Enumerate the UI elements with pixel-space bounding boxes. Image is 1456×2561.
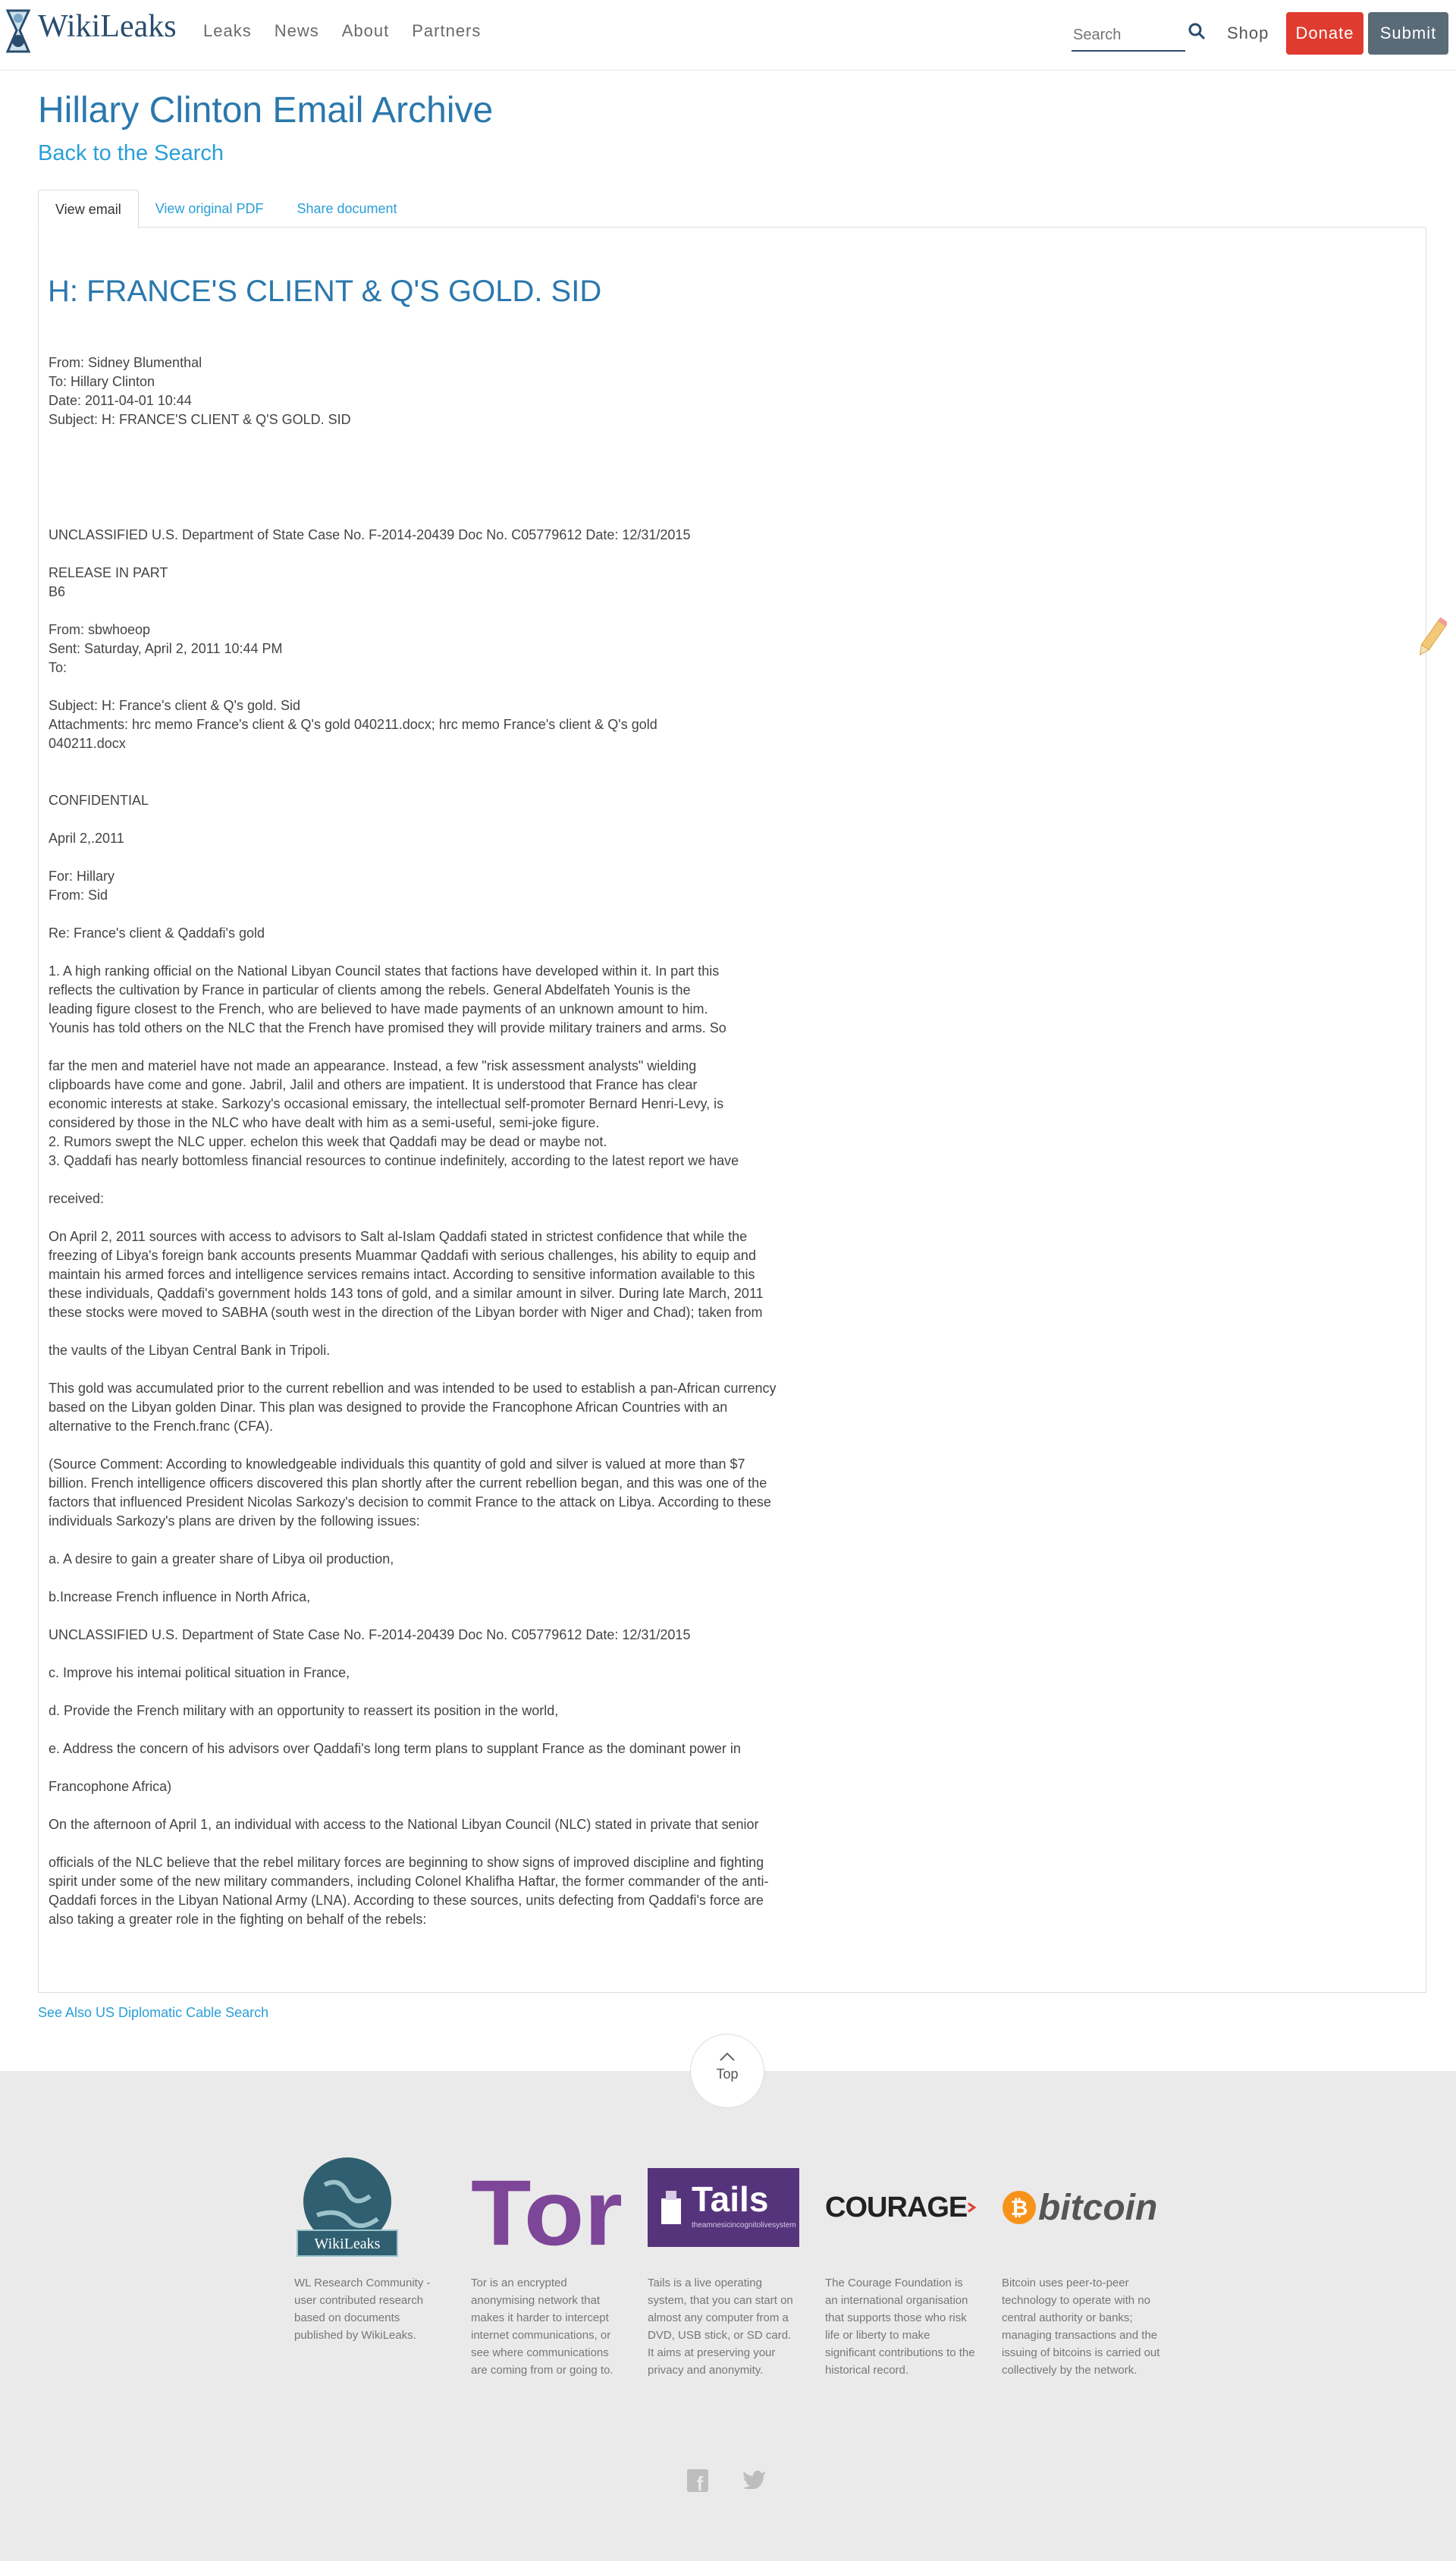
pencil-icon[interactable]: [1417, 614, 1447, 661]
archive-title: Hillary Clinton Email Archive: [38, 90, 494, 130]
email-body: UNCLASSIFIED U.S. Department of State Case No. F-2014-20439 Doc No. C05779612 Date: 12/31/2015 RELEASE IN PART B6 From: sbwhoeop Sent: Saturday, April 2, 2011 10:44 PM To: Subject: H: France's client & Q's gold. Sid Attachments: hrc memo France's client & Q's gold 040211.docx; hrc memo France's client & Q's gold 040211.docx CONFIDENTIAL April 2,.2011 For: Hillary From: Sid Re: France's client & Qaddafi's gold 1. A high ranking official on the National Libyan Council states that factions have developed within it. In part this reflects the cultivation by France in particular of clients among the rebels. General Abdelfateh Younis is the leading figure closest to the French, who are believed to have made payments of an unknown amount to him. Younis has told others on the NLC that the French have promised they will provide military trainers and arms. So far the men and materiel have not made an appearance. Instead, a few "risk assessment analysts" wielding clipboards have come and gone. Jabril, Jalil and others are impatient. It is understood that France has clear economic interests at stake. Sarkozy's occasional emissary, the intellectual self-promoter Bernard Henri-Levy, is considered by those in the NLC who have dealt with him as a semi-useful, semi-joke figure. 2. Rumors swept the NLC upper. echelon this week that Qaddafi may be dead or maybe not. 3. Qaddafi has nearly bottomless financial resources to continue indefinitely, according to the latest report we have received: On April 2, 2011 sources with access to advisors to Salt al-Islam Qaddafi stated in strictest confidence that while the freezing of Libya's foreign bank accounts presents Muammar Qaddafi with serious challenges, his ability to equip and maintain his armed forces and intelligence services remains intact. According to sensitive information available to this these individuals, Qaddafi's government holds 143 tons of gold, and a similar amount in silver. During late March, 2011 these stocks were moved to SABHA (south west in the direction of the Libyan border with Niger and Chad); taken from the vaults of the Libyan Central Bank in Tripoli. This gold was accumulated prior to the current rebellion and was intended to be used to establish a pan-African currency based on the Libyan golden Dinar. This plan was designed to provide the Francophone African Countries with an alternative to the French.franc (CFA). (Source Comment: According to knowledgeable individuals this quantity of gold and silver is valued at more than $7 billion. French intelligence officers discovered this plan shortly after the current rebellion began, and this was one of the factors that influenced President Nicolas Sarkozy's decision to commit France to the attack on Libya. According to these individuals Sarkozy's plans are driven by the following issues: a. A desire to gain a greater share of Libya oil production, b.Increase French influence in North Africa, UNCLASSIFIED U.S. Department of State Case No. F-2014-20439 Doc No. C05779612 Date: 12/31/2015 c. Improve his intemai political situation in France, d. Provide the French military with an opportunity to reassert its position in the world, e. Address the concern of his advisors over Qaddafi's long term plans to supplant France as the dominant power in Francophone Africa) On the afternoon of April 1, an individual with access to the National Libyan Council (NLC) stated in private that senior officials of the NLC believe that the rebel military forces are beginning to show signs of improved discipline and fighting spirit under some of the new military commanders, including Colonel Khalifha Haftar, the former commander of the anti- Qaddafi forces in the Libyan National Army (LNA). According to these sources, units defecting from Qaddafi's force are also taking a greater role in the fighting on behalf of the rebels:: [49, 527, 777, 1927]
tails-logo: [648, 2154, 799, 2261]
partner-tor[interactable]: [471, 2154, 623, 2379]
nav-about[interactable]: About: [341, 21, 390, 40]
wikileaks-hourglass-icon: [5, 8, 32, 55]
see-also-cable-search-link[interactable]: See Also US Diplomatic Cable Search: [38, 2005, 269, 2020]
email-to: To: Hillary Clinton: [49, 374, 155, 389]
email-date: Date: 2011-04-01 10:44: [49, 393, 192, 408]
social-links: [687, 2469, 766, 2492]
site-header: [0, 0, 1456, 71]
partner-description: Bitcoin uses peer-to-peer technology to operate with no central authority or banks; managing transactions and the issuing of bitcoins is carried out collectively by the network.: [1002, 2277, 1160, 2377]
tails-usb-icon: [658, 2188, 689, 2227]
tor-logo-text: Tor: [471, 2162, 623, 2253]
bitcoin-logo: [1002, 2154, 1169, 2261]
email-tabs: [38, 190, 414, 228]
bitcoin-logo-text: bitcoin: [1038, 2187, 1158, 2228]
main-nav: [203, 21, 504, 41]
bitcoin-coin-icon: [1002, 2190, 1037, 2225]
shop-link[interactable]: Shop: [1227, 24, 1269, 42]
courage-logo-text: COURAGE: [825, 2191, 968, 2223]
tails-logo-text: Tails: [692, 2179, 769, 2219]
partner-description: The Courage Foundation is an international organisation that supports those who risk life or liberty to make significant contributions to the historical record.: [825, 2277, 975, 2377]
partner-wikileaks[interactable]: [294, 2154, 446, 2344]
partner-courage[interactable]: [825, 2154, 977, 2379]
facebook-icon[interactable]: [687, 2469, 708, 2492]
email-subject-title: H: FRANCE'S CLIENT & Q'S GOLD. SID: [48, 275, 602, 308]
tor-onion-icon: [471, 2162, 623, 2253]
tor-logo: [471, 2154, 623, 2261]
partner-description: Tails is a live operating system, that you can start on almost any computer from a DVD, USB stick, or SD card. It aims at preserving your privacy and anonymity.: [648, 2277, 793, 2377]
site-logo[interactable]: [5, 8, 177, 55]
svg-text:₿: ₿: [1010, 2196, 1028, 2220]
tab-view-email[interactable]: View email: [38, 190, 139, 229]
tails-tagline: theamnesicincognitolivesystem: [692, 2221, 796, 2229]
submit-button[interactable]: Submit: [1368, 12, 1448, 55]
search-icon[interactable]: [1187, 21, 1207, 41]
partner-list: [294, 2154, 1166, 2405]
chevron-up-icon: [719, 2051, 736, 2062]
donate-button[interactable]: Donate: [1286, 12, 1363, 55]
back-to-top-button[interactable]: [690, 2034, 764, 2108]
search-input[interactable]: [1072, 26, 1181, 45]
email-headers: [49, 354, 351, 429]
svg-text:f: f: [696, 2472, 704, 2492]
nav-leaks[interactable]: Leaks: [203, 21, 252, 40]
twitter-icon[interactable]: [743, 2469, 766, 2489]
nav-partners[interactable]: Partners: [412, 21, 482, 40]
site-logo-text: WikiLeaks: [38, 9, 177, 44]
search-box: [1072, 20, 1185, 52]
back-to-top-label: Top: [716, 2066, 739, 2082]
back-to-search-link[interactable]: Back to the Search: [38, 141, 224, 165]
tab-share-document[interactable]: Share document: [297, 201, 397, 216]
partner-description: WL Research Community - user contributed research based on documents published by WikiLeaks.: [294, 2277, 431, 2342]
wikileaks-logo: [294, 2154, 446, 2261]
wikileaks-globe-icon: [294, 2154, 400, 2261]
courage-logo: [825, 2154, 977, 2261]
tab-view-original-pdf[interactable]: View original PDF: [155, 201, 264, 216]
partner-description: Tor is an encrypted anonymising network that makes it harder to intercept internet communications, or see where communications are coming from or going to.: [471, 2277, 613, 2377]
partner-bitcoin[interactable]: [1002, 2154, 1169, 2379]
courage-arrow-icon: [967, 2196, 977, 2219]
email-panel: [38, 227, 1426, 1993]
partner-tails[interactable]: [648, 2154, 799, 2379]
nav-news[interactable]: News: [274, 21, 319, 40]
email-from: From: Sidney Blumenthal: [49, 355, 202, 370]
wikileaks-logo-text: WikiLeaks: [314, 2236, 381, 2252]
email-subject-line: Subject: H: FRANCE'S CLIENT & Q'S GOLD. SID: [49, 412, 351, 427]
